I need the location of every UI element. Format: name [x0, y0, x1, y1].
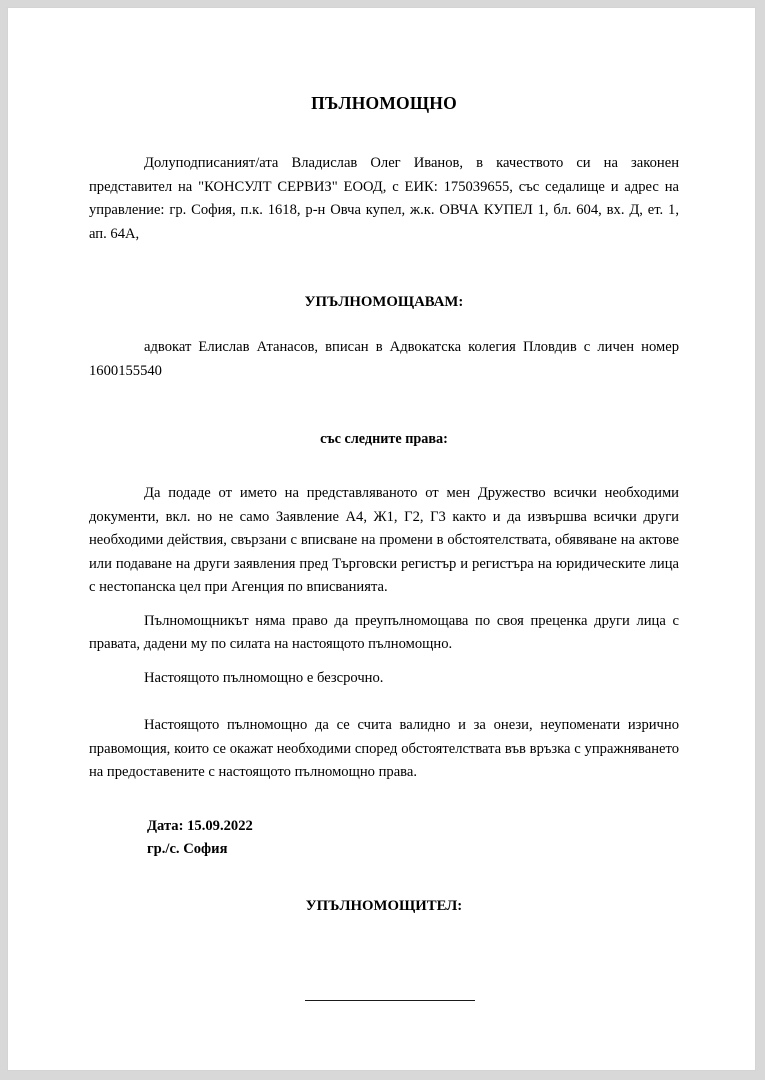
spacer [89, 690, 679, 714]
spacer [89, 862, 679, 898]
attorney-paragraph: адвокат Елислав Атанасов, вписан в Адвокатска колегия Пловдив с личен номер 1600155540 [89, 339, 679, 379]
rights-heading: със следните права: [320, 431, 448, 447]
authorize-heading: УПЪЛНОМОЩАВАМ: [304, 294, 464, 310]
spacer [89, 311, 679, 336]
intro-paragraph: Долуподписаният/ата Владислав Олег Иванов, в качеството си на законен представител на "КОНСУЛТ СЕРВИЗ" ЕООД, с ЕИК: 175039655, със седалище и адрес на управление: гр. София, п.к. 1618, р-н Овча купел, ж.к. ОВЧА КУПЕЛ 1, бл. 604, вх. Д, ет. 1, ап. 64А, [89, 155, 679, 242]
document-page [7, 7, 756, 1071]
page-title: ПЪЛНОМОЩНО [311, 93, 457, 113]
principal-heading: УПЪЛНОМОЩИТЕЛ: [305, 897, 463, 914]
spacer [89, 657, 679, 667]
spacer [89, 448, 679, 482]
spacer [89, 600, 679, 610]
rights-paragraph-3: Настоящото пълномощно е безсрочно. [144, 669, 384, 686]
signature-line [305, 1000, 475, 1001]
spacer [89, 785, 679, 815]
rights-paragraph-2: Пълномощникът няма право да преупълномощава по своя преценка други лица с правата, дадени му по силата на настоящото пълномощно. [89, 612, 679, 652]
document-content [89, 8, 679, 1035]
rights-paragraph-4: Настоящото пълномощно да се счита валидно и за онези, неупоменати изрично правомощия, които се окажат необходими според обстоятелствата във връзка с упражняването на предоставените с настоящото пълномощно права. [89, 717, 679, 780]
place-line: гр./с. София [147, 841, 228, 857]
signature-area [89, 915, 679, 1035]
spacer [89, 114, 679, 152]
spacer [89, 246, 679, 294]
rights-paragraph-1: Да подаде от името на представляваното от мен Дружество всички необходими документи, вкл. но не само Заявление А4, Ж1, Г2, Г3 както и да извършва всички други необходими действия, свързани с вписване на промени в обстоятелствата, обявяване на актове или подаване на други заявления пред Търговски регистър и регистъра на юридическите лица с нестопанска цел при Агенция по вписванията. [89, 485, 679, 595]
date-line: Дата: 15.09.2022 [147, 817, 253, 834]
spacer [89, 383, 679, 431]
